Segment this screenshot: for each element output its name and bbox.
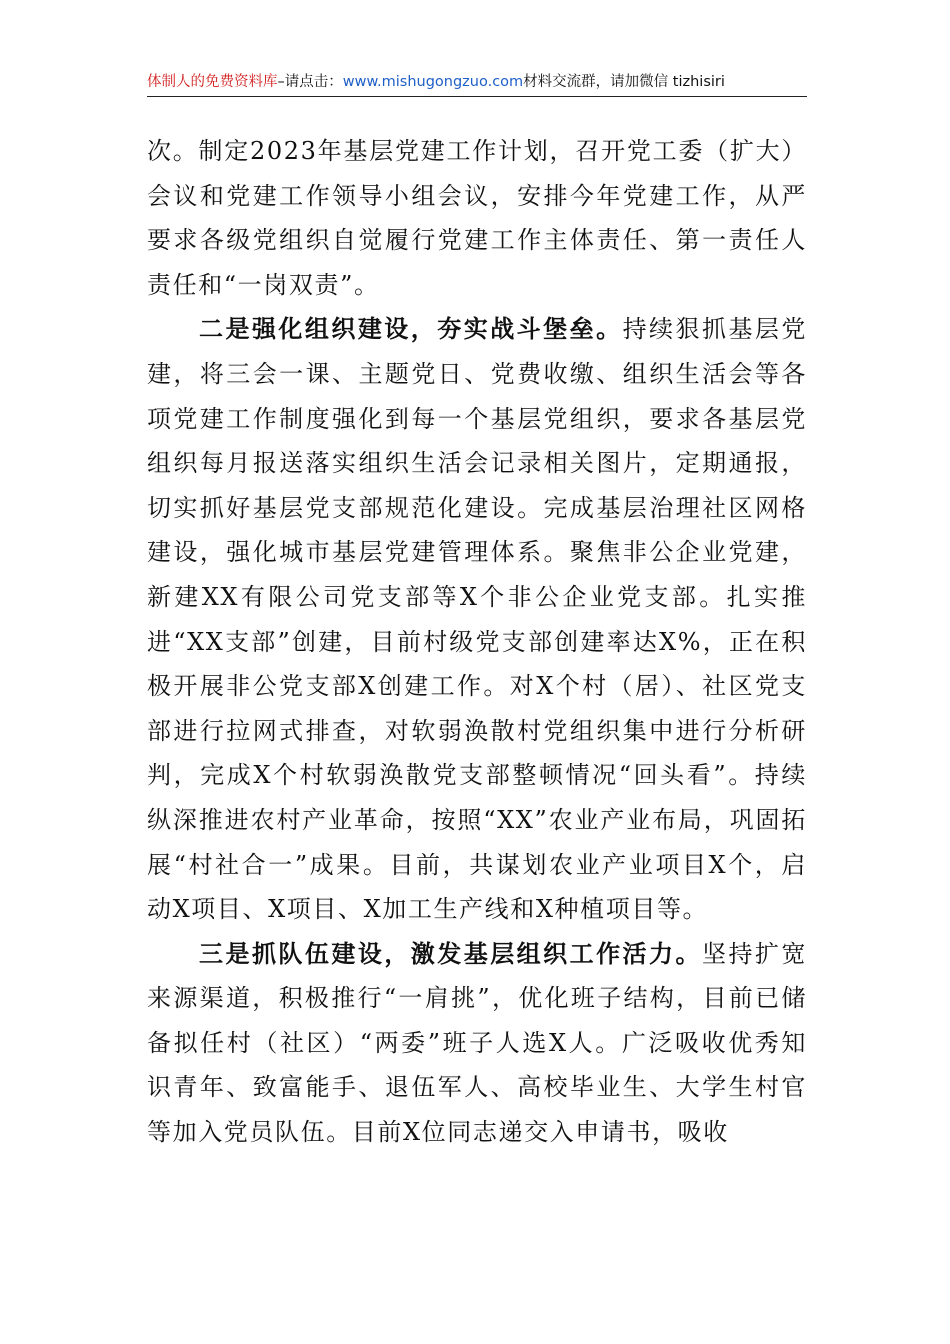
paragraph-team-building [147, 932, 807, 1155]
paragraph-text: 次。制定2023年基层党建工作计划，召开党工委（扩大）会议和党建工作领导小组会议，安排今年党建工作，从严要求各级党组织自觉履行党建工作主体责任、第一责任人责任和“一岗双责”。 [147, 137, 807, 299]
paragraph-text: 持续狠抓基层党建，将三会一课、主题党日、党费收缴、组织生活会等各项党建工作制度强化到每一个基层党组织，要求各基层党组织每月报送落实组织生活会记录相关图片，定期通报，切实抓好基层党支部规范化建设。完成基层治理社区网格建设，强化城市基层党建管理体系。聚焦非公企业党建，新建XX有限公司党支部等X个非公企业党支部。扎实推进“XX支部”创建，目前村级党支部创建率达X%，正在积极开展非公党支部X创建工作。对X个村（居）、社区党支部进行拉网式排查，对软弱涣散村党组织集中进行分析研判，完成X个村软弱涣散党支部整顿情况“回头看”。持续纵深推进农村产业革命，按照“XX”农业产业布局，巩固拓展“村社合一”成果。目前，共谋划农业产业项目X个，启动X项目、X项目、X加工生产线和X种植项目等。 [147, 315, 807, 924]
paragraph-text: 坚持扩宽来源渠道，积极推行“一肩挑”，优化班子结构，目前已储备拟任村（社区）“两委”班子人选X人。广泛吸收优秀知识青年、致富能手、退伍军人、高校毕业生、大学生村官等加入党员队伍。目前X位同志递交入申请书，吸收 [147, 939, 808, 1147]
header-prompt: –请点击： [277, 74, 343, 90]
paragraph-heading: 二是强化组织建设，夯实战斗堡垒。 [199, 315, 623, 344]
header-brand: 体制人的免费资料库 [147, 74, 278, 90]
header-link[interactable]: www.mishugongzuo.com [342, 74, 524, 90]
header-contact-text: 材料交流群，请加微信 tizhisiri [523, 74, 725, 90]
page-header [147, 72, 807, 97]
paragraph-continuation [147, 129, 807, 307]
paragraph-organization-building [147, 307, 807, 931]
paragraph-heading: 三是抓队伍建设，激发基层组织工作活力。 [199, 939, 702, 968]
document-body [147, 129, 807, 1155]
